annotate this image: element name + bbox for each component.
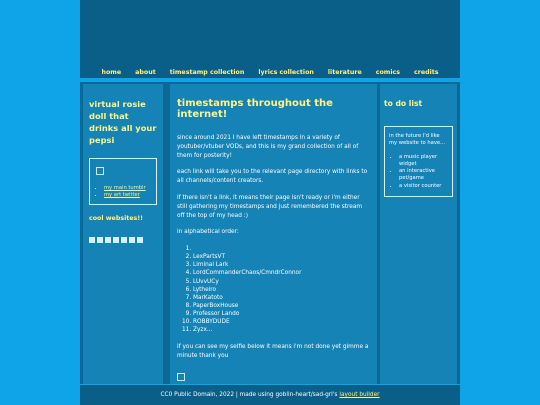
intro-paragraph: since around 2021 I have left timestamps in a variety of youtuber/vtuber VODs, and this is my grand collection of all of them for posterity! (177, 135, 359, 159)
website-badge-icon[interactable] (89, 237, 95, 243)
nav-divider (80, 78, 460, 82)
selfie-note: if you can see my selfie below it means i'm not done yet gimme a minute thank you (177, 344, 369, 359)
layout-builder-link[interactable]: layout builder (339, 392, 380, 398)
list-item[interactable]: 9. Professor Lando (193, 310, 370, 318)
tumblr-link[interactable]: my main tumblr (104, 185, 146, 191)
links-box (89, 158, 157, 205)
list-item[interactable]: 3. Liminal Lark (193, 261, 370, 269)
right-sidebar (380, 84, 457, 384)
website-badges (89, 228, 157, 247)
no-link-paragraph: if there isn't a link, it means their page isn't ready or i'm either still gathering my timestamps and just remembered the stream off the top of my head :) (177, 194, 363, 219)
left-sidebar (83, 84, 163, 384)
nav-credits-link[interactable]: credits (413, 68, 439, 76)
page-title: timestamps throughout the internet! (177, 98, 333, 120)
website-badge-icon[interactable] (137, 237, 143, 243)
nav-about-link[interactable]: about (135, 68, 156, 76)
nav-comics-link[interactable]: comics (375, 68, 400, 76)
list-item[interactable]: 11. Zyzx... (193, 326, 370, 334)
left-sidebar-title: virtual rosie doll that drinks all your pepsi (89, 99, 157, 145)
todo-item: • a visitor counter (399, 183, 448, 190)
social-links-list (96, 185, 150, 200)
twitter-link[interactable]: my art twitter (104, 192, 140, 199)
website-badge-icon[interactable] (129, 237, 135, 243)
list-item[interactable]: 4. LordCommanderChaos/CmndrConnor (193, 269, 370, 277)
website-badge-icon[interactable] (113, 237, 119, 243)
list-item[interactable]: 5. LUvvUCy (193, 278, 370, 286)
list-item[interactable]: 10. ROBBYDUDE (193, 318, 370, 326)
todo-intro: in the future I'd like my website to have... (389, 133, 446, 147)
social-link-item (104, 192, 150, 199)
broken-image-icon (96, 167, 104, 175)
footer-text: CC0 Public Domain, 2022 | made using goblin-heart/sad-grl's (160, 392, 338, 398)
list-item[interactable]: 7. MarKatoto (193, 294, 370, 302)
order-label: in alphabetical order: (177, 229, 239, 236)
website-badge-icon[interactable] (97, 237, 103, 243)
nav-home-link[interactable]: home (101, 68, 122, 76)
list-item[interactable]: 6. Lytheiro (193, 286, 370, 294)
nav-lyrics-collection-link[interactable]: lyrics collection (258, 68, 314, 76)
todo-list (389, 154, 448, 190)
list-item[interactable]: 2. LexPartsVT (193, 253, 370, 261)
website-badge-icon[interactable] (121, 237, 127, 243)
todo-box (384, 126, 453, 197)
list-item[interactable]: 8. PaperBoxHouse (193, 302, 370, 310)
creator-list (177, 245, 370, 334)
directory-paragraph: each link will take you to the relevant page directory with links to all channels/content creators. (177, 169, 368, 185)
todo-title: to do list (384, 99, 423, 108)
list-item[interactable] (193, 245, 370, 253)
website-badge-icon[interactable] (105, 237, 111, 243)
todo-item: • a music player widget (399, 154, 448, 168)
cool-websites-title: cool websites!! (89, 214, 144, 222)
social-link-item (104, 185, 150, 192)
main-content (170, 84, 377, 384)
footer (0, 385, 540, 405)
nav-timestamp-collection-link[interactable]: timestamp collection (169, 68, 245, 76)
selfie-image-icon (177, 373, 185, 381)
nav-literature-link[interactable]: literature (327, 68, 362, 76)
todo-item: • an interactive pet/game (399, 168, 448, 182)
